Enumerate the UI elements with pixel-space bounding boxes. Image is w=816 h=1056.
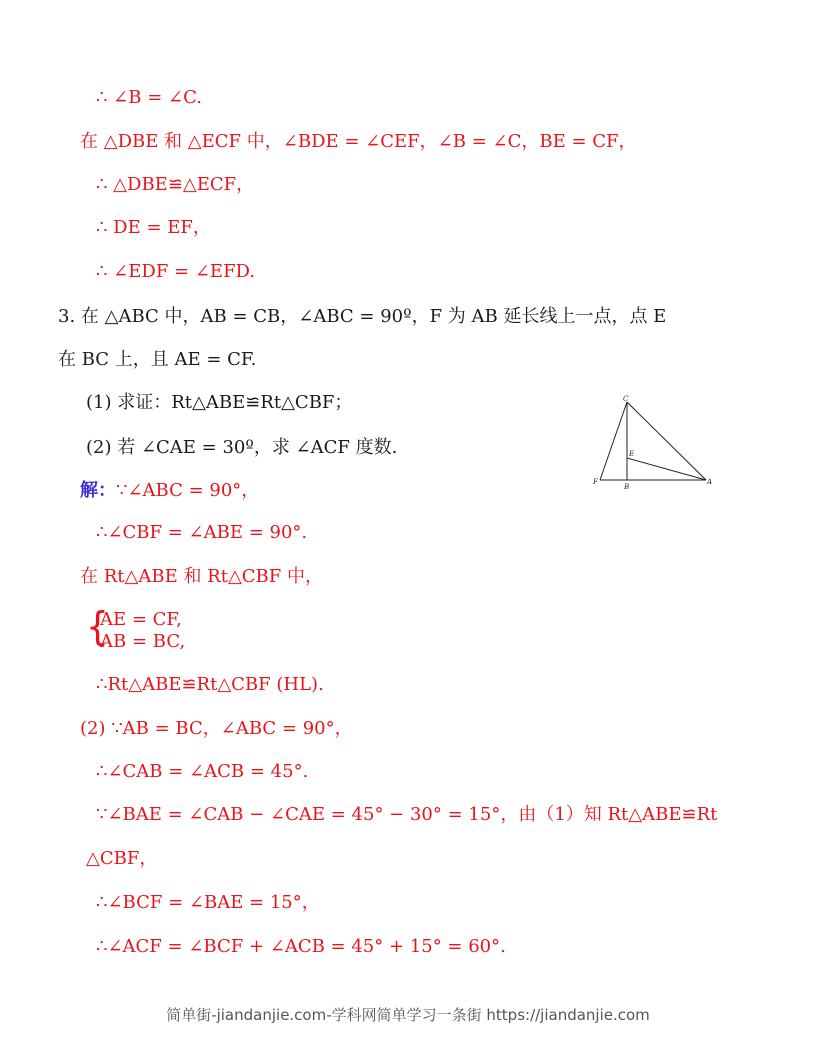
label-c: C [623,395,629,403]
problem-3-part-1: (1) 求证：Rt△ABE≌Rt△CBF； [86,392,353,413]
line-triangles-dbe-ecf: 在 △DBE 和 △ECF 中，∠BDE = ∠CEF，∠B = ∠C，BE = CF， [80,131,637,152]
brace-condition-2: AB = BC, [100,631,186,652]
line-bae-15: ∵∠BAE = ∠CAB − ∠CAE = 45° − 30° = 15°，由（1）知 Rt△ABE≌Rt [96,804,718,825]
line-in-rt-triangles: 在 Rt△ABE 和 Rt△CBF 中， [80,566,323,587]
solution-start [80,479,259,503]
segment-ca [627,402,706,480]
label-f: F [593,478,598,486]
brace-condition-1: AE = CF, [100,609,182,630]
geometry-figure [590,392,720,492]
label-a: A [707,478,713,486]
line-acf-60: ∴∠ACF = ∠BCF + ∠ACB = 45° + 15° = 60°. [96,936,506,957]
line-bae-15-cont: △CBF， [86,848,158,869]
label-e: E [629,450,635,458]
line-congruent-dbe-ecf: ∴ △DBE≌△ECF， [96,174,255,195]
line-angle-b-equals-c: ∴ ∠B = ∠C. [96,87,202,108]
solution-line-abc-90: ∵∠ABC = 90°， [116,480,260,501]
solution-label: 解： [80,480,116,501]
problem-3-statement-cont: 在 BC 上，且 AE = CF. [58,349,257,370]
problem-3-statement: 3. 在 △ABC 中，AB = CB，∠ABC = 90º，F 为 AB 延长线上一点，点 E [58,306,667,327]
line-cbf-abe-90: ∴∠CBF = ∠ABE = 90°. [96,522,308,543]
line-cab-acb-45: ∴∠CAB = ∠ACB = 45°. [96,761,309,782]
solution-part-2: (2) ∵AB = BC，∠ABC = 90°， [80,718,353,739]
segment-cf [600,402,627,480]
page-footer: 简单街-jiandanjie.com-学科网简单学习一条街 https://jiandanjie.com [166,1006,650,1024]
line-rt-congruent-hl: ∴Rt△ABE≌Rt△CBF (HL). [96,674,324,695]
line-bcf-15: ∴∠BCF = ∠BAE = 15°， [96,892,320,913]
brace-symbol: { [86,604,109,650]
line-de-equals-ef: ∴ DE = EF， [96,217,211,238]
problem-3-part-2: (2) 若 ∠CAE = 30º，求 ∠ACF 度数. [86,437,398,458]
label-b: B [624,483,630,491]
line-angle-edf-efd: ∴ ∠EDF = ∠EFD. [96,261,256,282]
